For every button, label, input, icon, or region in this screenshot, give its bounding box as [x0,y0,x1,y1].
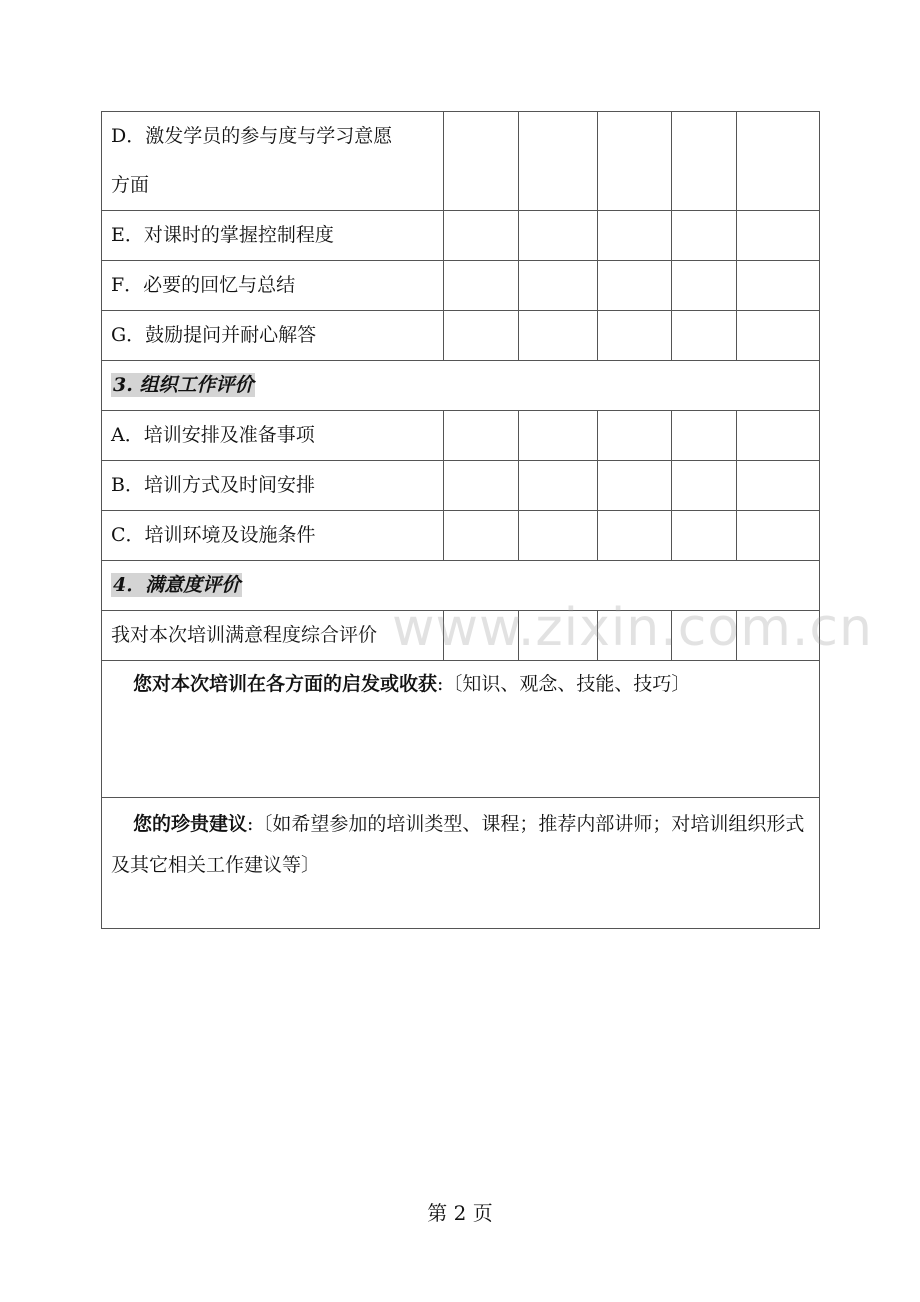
score-cell[interactable] [672,511,737,561]
score-cell[interactable] [519,461,598,511]
section-title: 3. 组织工作评价 [113,374,254,396]
table-row [102,461,820,511]
score-cell[interactable] [737,461,820,511]
score-cell[interactable] [444,261,519,311]
table-row [102,511,820,561]
score-cell[interactable] [672,112,737,211]
score-cell[interactable] [598,112,672,211]
gains-hint: :〔知识、观念、技能、技巧〕 [437,673,691,695]
score-cell[interactable] [737,261,820,311]
score-cell[interactable] [519,211,598,261]
section-header-row [102,361,820,411]
score-cell[interactable] [598,211,672,261]
suggestions-row [102,798,820,929]
score-cell[interactable] [444,211,519,261]
score-cell[interactable] [519,511,598,561]
score-cell[interactable] [519,112,598,211]
criterion-label: G．鼓励提问并耐心解答 [102,311,444,361]
watermark: www.zixin.com.cn [392,598,873,658]
criterion-label: 我对本次培训满意程度综合评价 [102,611,444,661]
score-cell[interactable] [737,511,820,561]
gains-row [102,661,820,798]
table-row [102,112,820,211]
suggestions-prompt: 您的珍贵建议 [133,813,248,835]
score-cell[interactable] [672,261,737,311]
score-cell[interactable] [444,511,519,561]
score-cell[interactable] [519,261,598,311]
table-row [102,411,820,461]
score-cell[interactable] [444,411,519,461]
score-cell[interactable] [598,311,672,361]
criterion-label: F．必要的回忆与总结 [102,261,444,311]
table-row [102,311,820,361]
score-cell[interactable] [737,311,820,361]
criterion-label: C．培训环境及设施条件 [102,511,444,561]
score-cell[interactable] [598,261,672,311]
score-cell[interactable] [444,461,519,511]
score-cell[interactable] [598,411,672,461]
score-cell[interactable] [598,461,672,511]
gains-prompt: 您对本次培训在各方面的启发或收获 [133,673,438,695]
suggestions-field[interactable] [102,798,820,929]
section-title: 4．满意度评价 [113,574,241,596]
evaluation-table [101,111,820,929]
score-cell[interactable] [444,112,519,211]
section-3-header [102,361,820,411]
criterion-label: A．培训安排及准备事项 [102,411,444,461]
score-cell[interactable] [737,211,820,261]
table-row [102,211,820,261]
criterion-label: E．对课时的掌握控制程度 [102,211,444,261]
criterion-label: D．激发学员的参与度与学习意愿 方面 [102,112,444,211]
score-cell[interactable] [519,411,598,461]
score-cell[interactable] [737,411,820,461]
score-cell[interactable] [672,461,737,511]
table-row [102,261,820,311]
suggestions-hint: :〔如希望参加的培训类型、课程；推荐内部讲师；对培训组织形式及其它相关工作建议等〕 [111,813,805,876]
score-cell[interactable] [444,311,519,361]
score-cell[interactable] [519,311,598,361]
score-cell[interactable] [737,112,820,211]
score-cell[interactable] [598,511,672,561]
score-cell[interactable] [672,311,737,361]
page-number: 第 2 页 [427,1201,493,1225]
score-cell[interactable] [672,211,737,261]
criterion-label: B．培训方式及时间安排 [102,461,444,511]
score-cell[interactable] [672,411,737,461]
gains-field[interactable] [102,661,820,798]
